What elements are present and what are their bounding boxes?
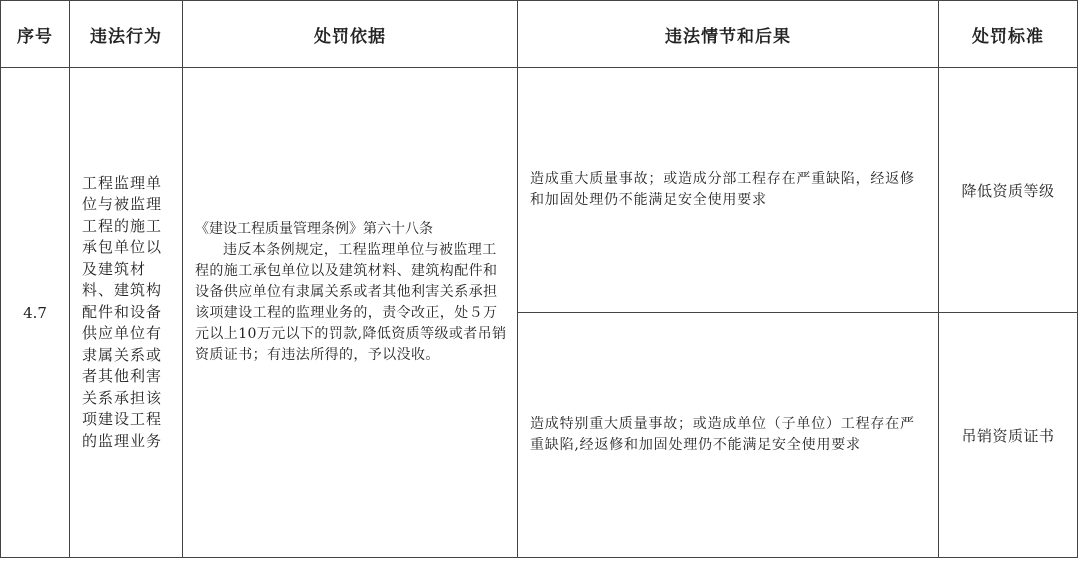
circumstance-cell-2 <box>518 313 939 558</box>
basis-body: 违反本条例规定，工程监理单位与被监理工程的施工承包单位以及建筑材料、建筑构配件和设备供应单位有隶属关系或者其他利害关系承担该项建设工程的监理业务的，责令改正，处５万元以上10万元以下的罚款,降低资质等级或者吊销资质证书；有违法所得的，予以没收。 <box>195 242 507 363</box>
header-number: 序号 <box>1 1 70 68</box>
row-number: 4.7 <box>1 68 70 558</box>
violation-text: 工程监理单位与被监理工程的施工承包单位以及建筑材料、建筑构配件和设备供应单位有隶属关系或者其他利害关系承担该项建设工程的监理业务 <box>82 173 163 450</box>
circumstance-text-2: 造成特别重大质量事故；或造成单位（子单位）工程存在严重缺陷,经返修和加固处理仍不能满足安全使用要求 <box>530 416 915 453</box>
header-basis: 处罚依据 <box>183 1 518 68</box>
table-row <box>1 68 1078 313</box>
circumstance-text-1: 造成重大质量事故；或造成分部工程存在严重缺陷，经返修和加固处理仍不能满足安全使用要求 <box>530 171 915 208</box>
standard-cell-1: 降低资质等级 <box>939 68 1078 313</box>
header-row <box>1 1 1078 68</box>
table-header <box>1 1 1078 68</box>
table-body <box>1 68 1078 558</box>
basis-title: 《建设工程质量管理条例》第六十八条 <box>195 221 433 237</box>
circumstance-cell-1 <box>518 68 939 313</box>
header-standard: 处罚标准 <box>939 1 1078 68</box>
violation-cell <box>70 68 183 558</box>
header-violation: 违法行为 <box>70 1 183 68</box>
header-circumstances: 违法情节和后果 <box>518 1 939 68</box>
basis-cell <box>183 68 518 558</box>
standard-cell-2: 吊销资质证书 <box>939 313 1078 558</box>
